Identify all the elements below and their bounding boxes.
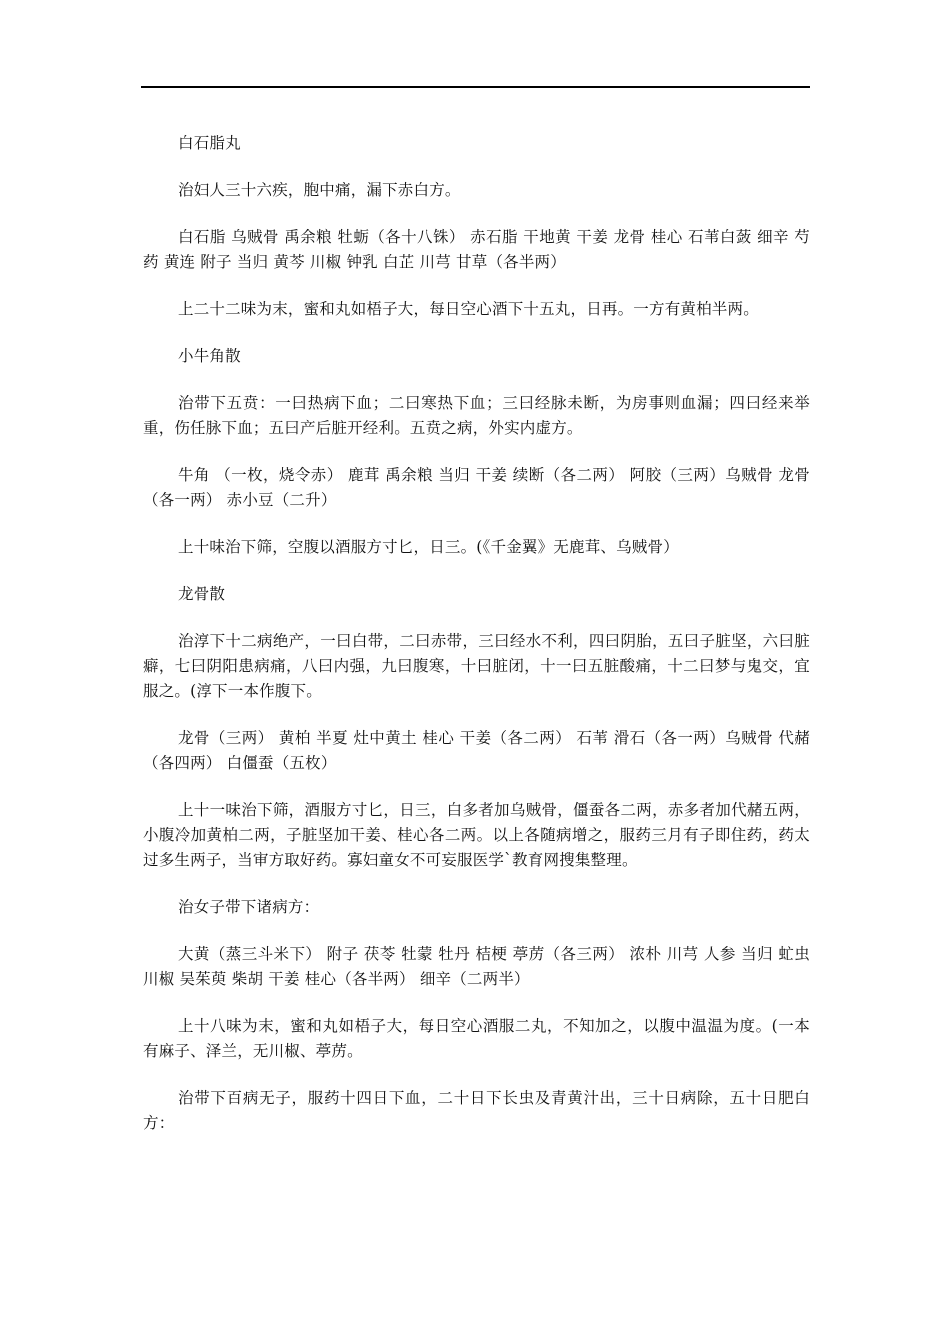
recipe-preparation: 上二十二味为末，蜜和丸如梧子大，每日空心酒下十五丸，日再。一方有黄柏半两。 (178, 300, 759, 318)
header-rule (141, 86, 810, 88)
recipe-title-longgu-san: 龙骨散 (178, 585, 226, 603)
recipe-preparation: 上十味治下筛，空腹以酒服方寸匕，日三。(《千金翼》无鹿茸、乌贼骨） (178, 538, 679, 556)
recipe-ingredients: 牛角 （一枚，烧令赤） 鹿茸 禹余粮 当归 干姜 续断（各二两） 阿胶（三两）乌贼骨 龙骨（各一两） 赤小豆（二升） (143, 466, 810, 509)
recipe-title-baishizhi-wan: 白石脂丸 (178, 134, 241, 152)
recipe-title-daixia-fang: 治女子带下诸病方： (178, 898, 320, 916)
recipe-preparation: 上十一味治下筛，酒服方寸匕，日三，白多者加乌贼骨，僵蚕各二两，赤多者加代赭五两，小腹冷加黄柏二两，子脏坚加干姜、桂心各二两。以上各随病增之，服药三月有子即住药，药太过多生两子，当审方取好药。寡妇童女不可妄服医学`教育网搜集整理。 (143, 801, 810, 869)
recipe-ingredients: 大黄（蒸三斗米下） 附子 茯苓 牡蒙 牡丹 桔梗 葶苈（各三两） 浓朴 川芎 人参 当归 虻虫 川椒 吴茱萸 柴胡 干姜 桂心（各半两） 细辛（二两半） (143, 945, 810, 988)
recipe-indication: 治淳下十二病绝产，一曰白带，二曰赤带，三曰经水不利，四曰阴胎，五曰子脏坚，六曰脏癖，七曰阴阳患病痛，八曰内强，九曰腹寒，十曰脏闭，十一曰五脏酸痛，十二曰梦与鬼交，宜服之。(淳下一本作腹下。 (143, 632, 810, 700)
document-body (143, 131, 810, 1158)
recipe-ingredients: 白石脂 乌贼骨 禹余粮 牡蛎（各十八铢） 赤石脂 干地黄 干姜 龙骨 桂心 石苇白蔹 细辛 芍药 黄连 附子 当归 黄芩 川椒 钟乳 白芷 川芎 甘草（各半两） (143, 228, 810, 271)
recipe-title-xiaoniujiao-san: 小牛角散 (178, 347, 241, 365)
recipe-indication: 治带下五贲：一曰热病下血；二曰寒热下血；三曰经脉未断，为房事则血漏；四曰经来举重，伤任脉下血；五曰产后脏开经利。五贲之病，外实内虚方。 (143, 394, 810, 437)
recipe-preparation: 上十八味为末，蜜和丸如梧子大，每日空心酒服二丸，不知加之，以腹中温温为度。(一本有麻子、泽兰，无川椒、葶苈。 (143, 1017, 810, 1060)
recipe-indication: 治妇人三十六疾，胞中痛，漏下赤白方。 (178, 181, 461, 199)
recipe-indication: 治带下百病无子，服药十四日下血，二十日下长虫及青黄汁出，三十日病除，五十日肥白方： (143, 1089, 810, 1132)
recipe-ingredients: 龙骨（三两） 黄柏 半夏 灶中黄土 桂心 干姜（各二两） 石苇 滑石（各一两）乌贼骨 代赭（各四两） 白僵蚕（五枚） (143, 729, 810, 772)
